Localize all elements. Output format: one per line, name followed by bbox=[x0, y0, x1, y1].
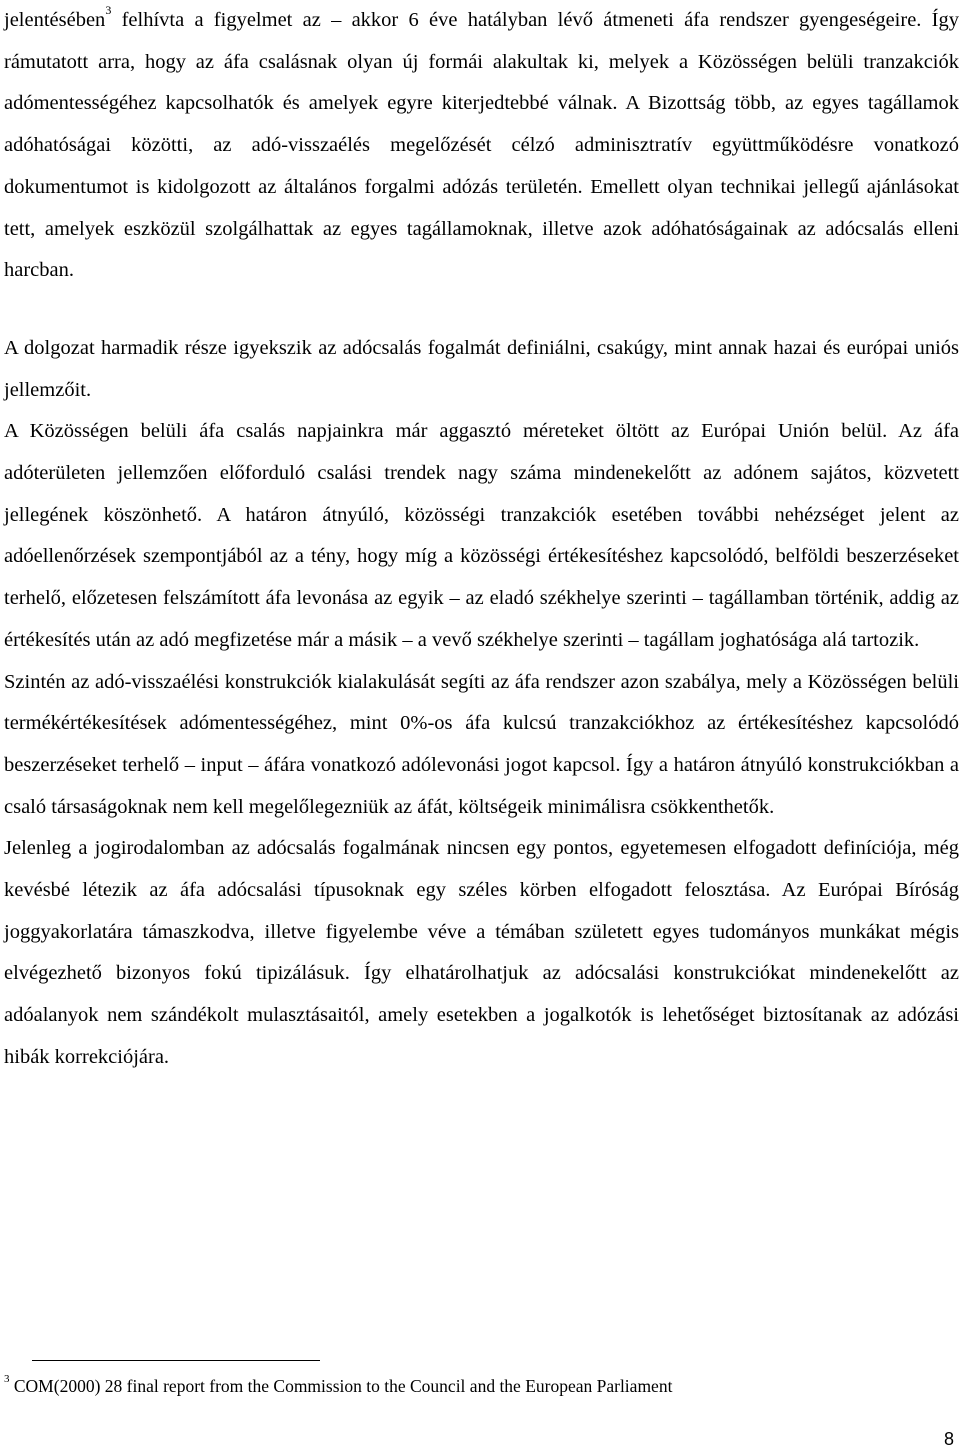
page-number: 8 bbox=[943, 1429, 954, 1449]
paragraph-5: Jelenleg a jogirodalomban az adócsalás fogalmának nincsen egy pontos, egyetemesen elfogadott definíciója, még kevésbé létezik az áfa adócsalási típusoknak egy széles körben elfogadott felosztása. Az Európai Bíróság joggyakorlatára támaszkodva, illetve figyelembe véve a témában született egyes tudományos munkákat mégis elvégezhető bizonyos fokú tipizálásuk. Így elhatárolhatjuk az adócsalási konstrukciókat mindenekelőtt az adóalanyok nem szándékolt mulasztásaitól, amely esetekben a jogalkotók is lehetőséget biztosítanak az adózási hibák korrekciójára. bbox=[4, 837, 959, 1068]
paragraph-2: A dolgozat harmadik része igyekszik az adócsalás fogalmát definiálni, csakúgy, mint annak hazai és európai uniós jellemzőit. bbox=[4, 336, 959, 401]
paragraph-1-lead: jelentésében bbox=[4, 9, 106, 31]
paragraph-3: A Közösségen belüli áfa csalás napjainkra már aggasztó méreteket öltött az Európai Unión belül. Az áfa adóterületen jellemzően előforduló csalási trendek nagy száma mindenekelőtt az adónem sajátos, közvetett jellegének köszönhető. A határon átnyúló, közösségi tranzakciók esetében további nehézséget jelent az adóellenőrzések szempontjából az a tény, hogy míg a közösségi értékesítéshez kapcsolódó, belföldi beszerzéseket terhelő, előzetesen felszámított áfa levonása az egyik – az eladó székhelye szerinti – tagállamban történik, addig az értékesítés után az adó megfizetése már a másik – a vevő székhelye szerinti – tagállam joghatósága alá tartozik. bbox=[4, 420, 959, 651]
footnote-number: 3 bbox=[4, 1373, 10, 1386]
footnote-separator bbox=[32, 1360, 320, 1361]
body-text bbox=[4, 0, 959, 1079]
footnote-text: COM(2000) 28 final report from the Commission to the Council and the European Parliament bbox=[9, 1376, 673, 1396]
paragraph-1 bbox=[4, 0, 959, 292]
footnote-reference[interactable]: 3 bbox=[105, 3, 112, 18]
paragraph-4: Szintén az adó-visszaélési konstrukciók kialakulását segíti az áfa rendszer azon szabálya, mely a Közösségen belüli termékértékesítések adómentességéhez, mint 0%-os áfa kulcsú tranzakciókhoz az értékesítéshez kapcsolódó beszerzéseket terhelő – input – áfára vonatkozó adólevonási jogot kapcsol. Így a határon átnyúló konstrukciókban a csaló társaságoknak nem kell megelőlegezniük az áfát, költségeik minimálisra csökkenthetők. bbox=[4, 670, 959, 818]
footnote bbox=[4, 1374, 944, 1398]
paragraph-1-rest: felhívta a figyelmet az – akkor 6 éve hatályban lévő átmeneti áfa rendszer gyengeségeire. Így rámutatott arra, hogy az áfa csalásnak olyan új formái alakultak ki, melyek a Közösségen belüli tranzakciók adómentességéhez kapcsolhatók és amelyek egyre kiterjedtebbé válnak. A Bizottság több, az egyes tagállamok adóhatóságai közötti, az adó-visszaélés megelőzését célzó adminisztratív együttműködésre vonatkozó dokumentumot is kidolgozott az általános forgalmi adózás területén. Emellett olyan technikai jellegű ajánlásokat tett, amelyek eszközül szolgálhattak az egyes tagállamoknak, illetve azok adóhatóságainak az adócsalás elleni harcban. bbox=[4, 9, 959, 282]
